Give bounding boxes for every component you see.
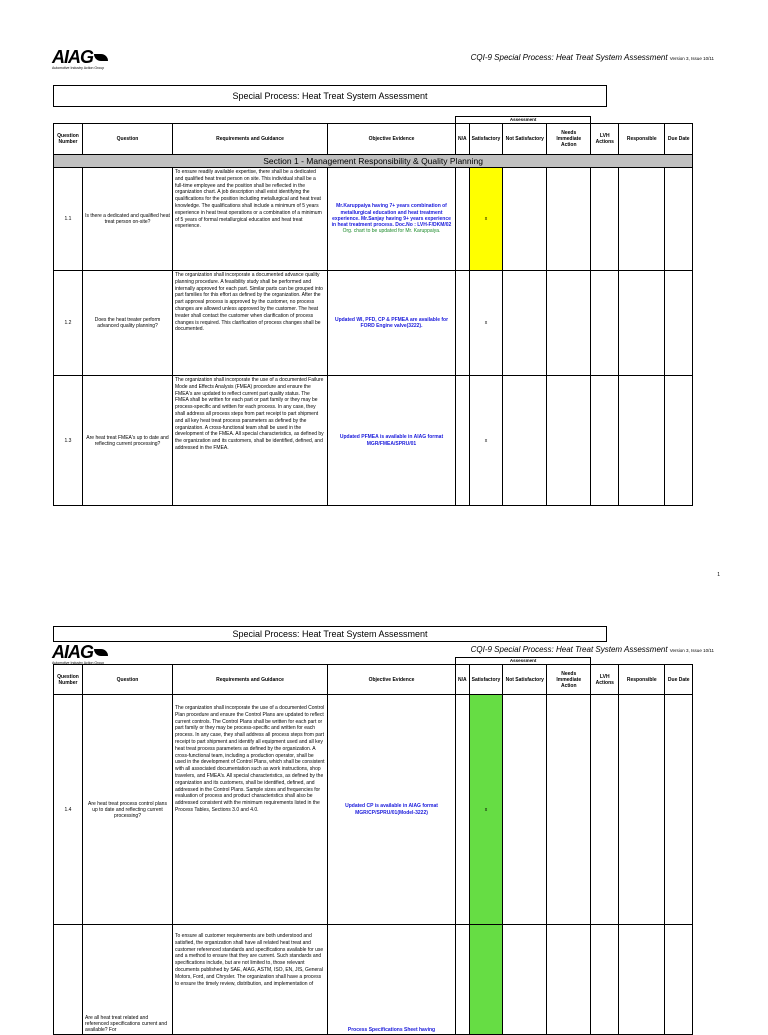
assessment-group-label: Assessment bbox=[456, 117, 591, 124]
table-row: 1.1 Is there a dedicated and qualified heat treat person on-site? To ensure readily available expertise, there shall be a dedicated and qualified heat treat person on site. This individual shall be a full-time employee and the position shall be reflected in the organization chart. A job description shall exist identifying the qualifications for the position including metallurgical and heat treat knowledge. The qualifications shall include a minimum of 5 years experience in heat treat operations or a combination of a minimum of 5 years of formal metallurgical education and heat treat experience. Mr.Karuppaiya having 7+ years combination of metallurgical education and heat treatment experience. Mr.Sanjay having 9+ years experience in heat treatment process. Doc.No : LVH-F/DKM/02 Org. chart to be updated for Mr. Karuppaiya. x bbox=[54, 168, 693, 271]
page-2 bbox=[0, 580, 768, 1033]
column-header-row bbox=[54, 124, 693, 155]
assessment-group-row bbox=[54, 117, 693, 124]
col-requirements: Requirements and Guidance bbox=[173, 124, 328, 155]
swoosh-icon bbox=[94, 54, 108, 61]
assessment-table bbox=[53, 116, 693, 506]
satisfactory-mark: x bbox=[469, 695, 503, 925]
assessment-group-row bbox=[54, 658, 693, 665]
col-needs-action: Needs Immediate Action bbox=[547, 124, 591, 155]
col-due-date: Due Date bbox=[665, 124, 693, 155]
col-satisfactory: Satisfactory bbox=[469, 124, 503, 155]
col-question-number: Question Number bbox=[54, 124, 83, 155]
table-row: 1.4 Are heat treat process control plans up to date and reflecting current processing? The organization shall incorporate the use of a documented Control Plan procedure and ensure the Control Plans are updated to reflect current controls. The Control Plans shall be written for each part or part family or they may be process-specific and written for each process. In any case, they shall address all process steps from part receipt to part shipment and identify all equipment used and all key heat treat process parameters as defined by the organization. A cross-functional team, including a production operator, shall be used in the development of Control Plans, which shall be consistent with all associated documentation such as work instructions, shop travelers, and FMEA's. All special characteristics, as defined by the organization and its customers, shall be identified, defined, and addressed in the Control Plans. Sample sizes and frequencies for evaluation of process and product characteristics shall also be addressed consistent with the minimum requirements listed in the Process Tables, Sections 3.0 and 4.0. Updated CP is available in AIAG format MGR/CP/SPRU/01(Model-3222) x bbox=[54, 695, 693, 925]
table-row: 1.2 Does the heat treater perform advanced quality planning? The organization shall incorporate a documented advance quality planning procedure. A feasibility study shall be performed and internally approved for each part. Similar parts can be grouped into part families for this effort as defined by the organization. After the part approval process is approved by the customer, no process changes are allowed unless approved by the customer. The heat treater shall contact the customer when clarification of process changes is required. This clarification of process changes shall be documented. Updated WI, PFD, CP & PFMEA are available for FORD Engine valve(3222). x bbox=[54, 271, 693, 376]
page-number: 1 bbox=[717, 572, 720, 578]
document-header: CQI-9 Special Process: Heat Treat System Assessment Version 3, Issue 10/11 bbox=[470, 53, 714, 62]
assessment-title: Special Process: Heat Treat System Assessment bbox=[53, 85, 607, 107]
satisfactory-mark: x bbox=[469, 376, 503, 506]
satisfactory-mark: x bbox=[469, 168, 503, 271]
col-not-satisfactory: Not Satisfactory bbox=[503, 124, 547, 155]
swoosh-icon bbox=[94, 649, 108, 656]
satisfactory-mark: x bbox=[469, 271, 503, 376]
satisfactory-mark bbox=[469, 925, 503, 1035]
col-question: Question bbox=[83, 124, 173, 155]
section-header-row bbox=[54, 155, 693, 168]
col-responsible: Responsible bbox=[619, 124, 665, 155]
assessment-group-label: Assessment bbox=[456, 658, 591, 665]
assessment-title: Special Process: Heat Treat System Assessment bbox=[53, 626, 607, 642]
section-title: Section 1 - Management Responsibility & Quality Planning bbox=[54, 155, 693, 168]
assessment-table-continued bbox=[53, 657, 693, 1035]
table-row: Are all heat treat related and referenced specifications current and available? For To ensure all customer requirements are both understood and satisfied, the organization shall have all related heat treat and customer referenced standards and specifications available for use and a method to ensure that they are current. Such standards and specifications include, but are not limited to, those relevant documents published by SAE, AIAG, ASTM, ISO, EN, JIS, General Motors, Ford, and Chrysler. The organization shall have a process to ensure the timely review, distribution, and implementation of Process Specifications Sheet having bbox=[54, 925, 693, 1035]
aiag-logo: AIAG Automotive Industry Action Group bbox=[52, 642, 108, 665]
aiag-logo: AIAG Automotive Industry Action Group bbox=[52, 47, 108, 70]
col-evidence: Objective Evidence bbox=[328, 124, 456, 155]
table-row: 1.3 Are heat treat FMEA's up to date and reflecting current processing? The organization shall incorporate the use of a documented Failure Mode and Effects Analysis (FMEA) procedure and ensure the FMEA's are updated to reflect current part quality status. The FMEA shall be written for each part or part family or they may be process-specific and written for each process. In any case, they shall address all process steps from part receipt to part shipment and all key heat treat process parameters as defined by the organization. A cross-functional team shall be used in the development of the FMEA. All special characteristics, as defined by the organization and its customers, shall be identified, defined, and addressed in the FMEA. Updated PFMEA is available in AIAG format MGR/FMEA/SPRU/01 x bbox=[54, 376, 693, 506]
col-na: N/A bbox=[456, 124, 470, 155]
col-lvh-actions: LVH Actions bbox=[591, 124, 619, 155]
column-header-row: Question Number Question Requirements and Guidance Objective Evidence N/A Satisfactory Not Satisfactory Needs Immediate Action LVH Actions Responsible Due Date bbox=[54, 665, 693, 695]
document-header: CQI-9 Special Process: Heat Treat System Assessment Version 3, Issue 10/11 bbox=[470, 645, 714, 654]
